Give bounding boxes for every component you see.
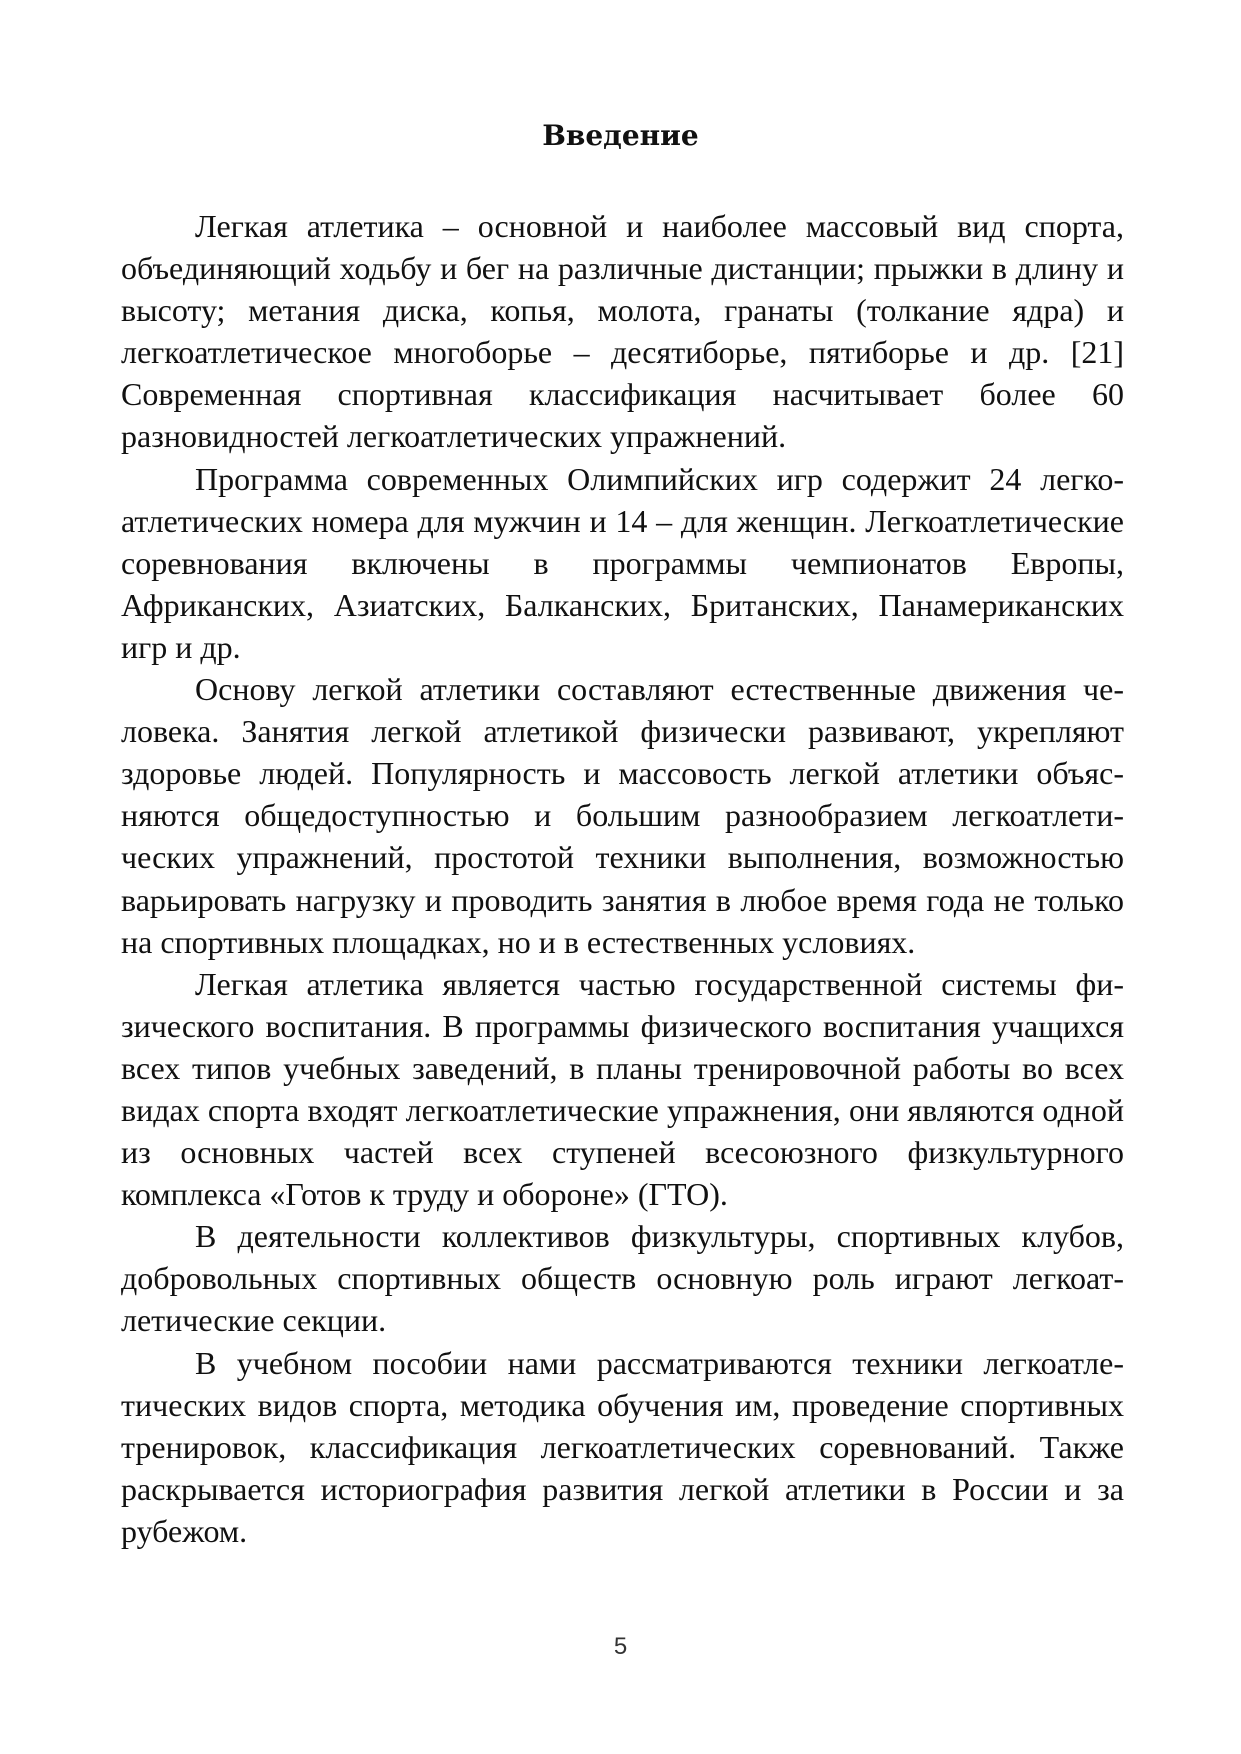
paragraph-4: Легкая атлетика является частью государственной системы физического воспитания. В программы физического воспитания учащихся всех типов учебных заведений, в планы тренировочной работы во всех видах спорта входят легкоатлетические упражнения, они являются одной из основных частей всех ступеней всесоюзного физкультурного комплекса «Готов к труду и обороне» (ГТО).	[121, 965, 1124, 1213]
paragraph-6: В учебном пособии нами рассматриваются техники легкоатлетических видов спорта, методика обучения им, проведение спортивных тренировок, классификация легкоатлетических соревнований. Также раскрывается историография развития легкой атлетики в России и за рубежом.	[121, 1344, 1124, 1549]
section-title: Введение	[542, 119, 699, 152]
page-number: 5	[613, 1633, 628, 1660]
paragraph-2: Программа современных Олимпийских игр содержит 24 легкоатлетических номера для мужчин и 14 – для женщин. Легкоатлетические соревнования включены в программы чемпионатов Европы, Африканских, Азиатских, Балканских, Британских, Панамериканских игр и др.	[121, 460, 1124, 665]
paragraph-3: Основу легкой атлетики составляют естественные движения человека. Занятия легкой атлетикой физически развивают, укрепляют здоровье людей. Популярность и массовость легкой атлетики объясняются общедоступностью и большим разнообразием легкоатлетических упражнений, простотой техники выполнения, возможностью варьировать нагрузку и проводить занятия в любое время года не только на спортивных площадках, но и в естественных условиях.	[121, 671, 1124, 960]
paragraph-5: В деятельности коллективов физкультуры, спортивных клубов, добровольных спортивных обществ основную роль играют легкоатлетические секции.	[121, 1218, 1124, 1339]
body-text	[121, 205, 1124, 1552]
paragraph-1: Легкая атлетика – основной и наиболее массовый вид спорта, объединяющий ходьбу и бег на различные дистанции; прыжки в длину и высоту; метания диска, копья, молота, гранаты (толкание ядра) и легкоатлетическое многоборье – десятиборье, пятиборье и др. [21] Современная спортивная классификация насчитывает более 60 разновидностей легкоатлетических упражнений.	[121, 208, 1124, 455]
